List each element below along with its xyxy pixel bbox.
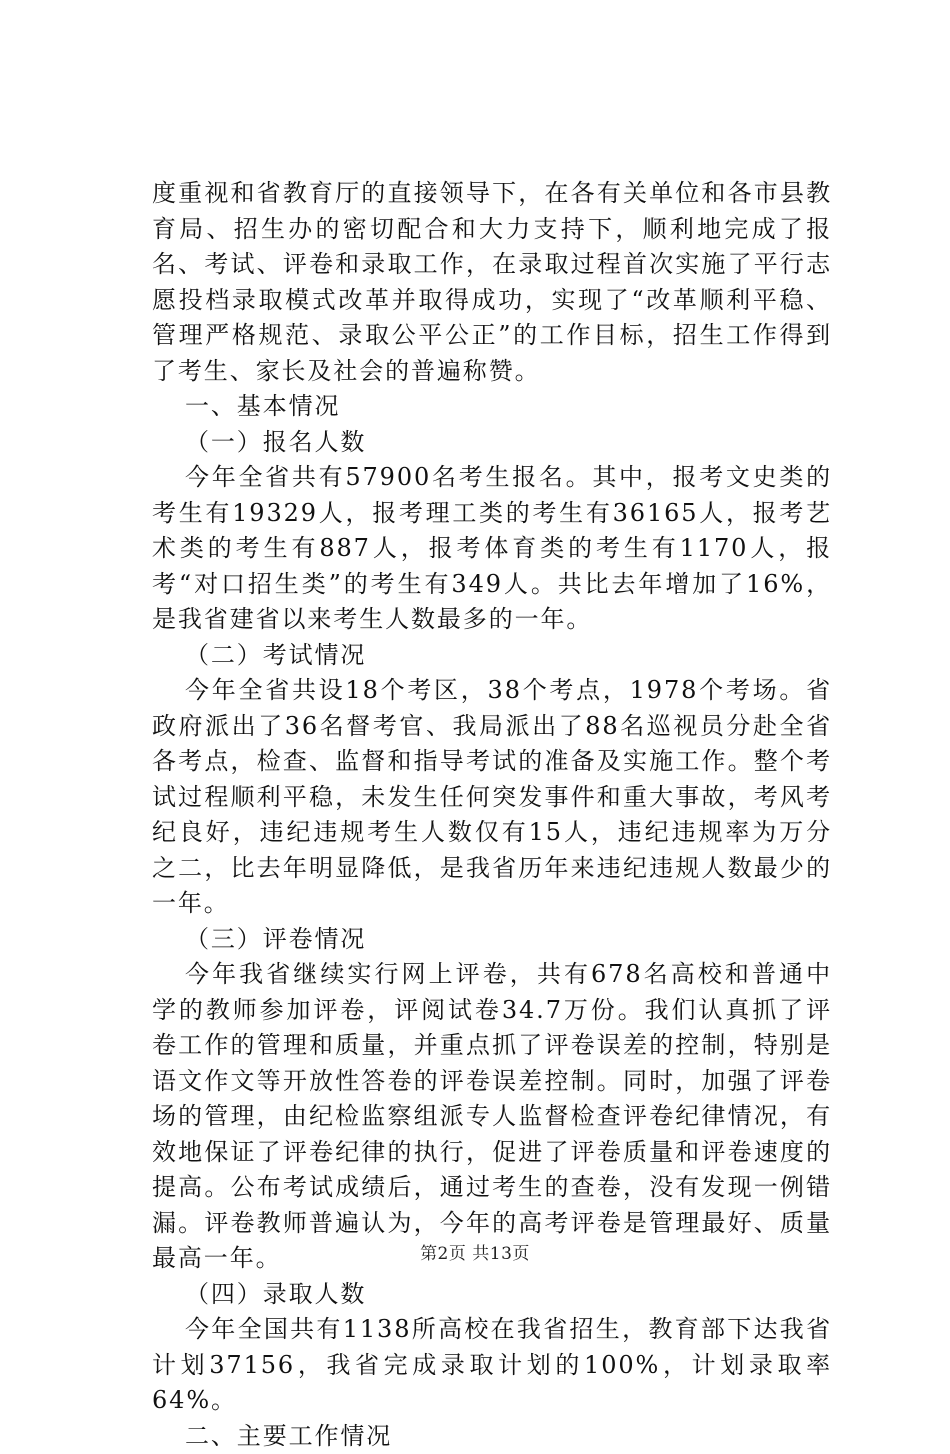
admission-paragraph: 今年全国共有1138所高校在我省招生，教育部下达我省计划37156，我省完成录取计划的100%，计划录取率64%。: [152, 1312, 832, 1419]
subsection-heading-admission: （四）录取人数: [152, 1277, 832, 1313]
intro-paragraph: 度重视和省教育厅的直接领导下，在各有关单位和各市县教育局、招生办的密切配合和大力支持下，顺利地完成了报名、考试、评卷和录取工作，在录取过程首次实施了平行志愿投档录取模式改革并取得成功，实现了“改革顺利平稳、管理严格规范、录取公平公正”的工作目标，招生工作得到了考生、家长及社会的普遍称赞。: [152, 176, 832, 389]
marking-paragraph: 今年我省继续实行网上评卷，共有678名高校和普通中学的教师参加评卷，评阅试卷34.7万份。我们认真抓了评卷工作的管理和质量，并重点抓了评卷误差的控制，特别是语文作文等开放性答卷的评卷误差控制。同时，加强了评卷场的管理，由纪检监察组派专人监督检查评卷纪律情况，有效地保证了评卷纪律的执行，促进了评卷质量和评卷速度的提高。公布考试成绩后，通过考生的查卷，没有发现一例错漏。评卷教师普遍认为，今年的高考评卷是管理最好、质量最高一年。: [152, 957, 832, 1277]
subsection-heading-marking: （三）评卷情况: [152, 922, 832, 958]
subsection-heading-exam: （二）考试情况: [152, 638, 832, 674]
subsection-heading-registration: （一）报名人数: [152, 425, 832, 461]
section-heading-main-work: 二、主要工作情况: [152, 1419, 832, 1454]
registration-paragraph: 今年全省共有57900名考生报名。其中，报考文史类的考生有19329人，报考理工类的考生有36165人，报考艺术类的考生有887人，报考体育类的考生有1170人，报考“对口招生类”的考生有349人。共比去年增加了16%，是我省建省以来考生人数最多的一年。: [152, 460, 832, 638]
section-heading-basic-situation: 一、基本情况: [152, 389, 832, 425]
page-footer: 第2页 共13页: [0, 1239, 950, 1264]
exam-paragraph: 今年全省共设18个考区，38个考点，1978个考场。省政府派出了36名督考官、我局派出了88名巡视员分赴全省各考点，检查、监督和指导考试的准备及实施工作。整个考试过程顺利平稳，未发生任何突发事件和重大事故，考风考纪良好，违纪违规考生人数仅有15人，违纪违规率为万分之二，比去年明显降低，是我省历年来违纪违规人数最少的一年。: [152, 673, 832, 922]
